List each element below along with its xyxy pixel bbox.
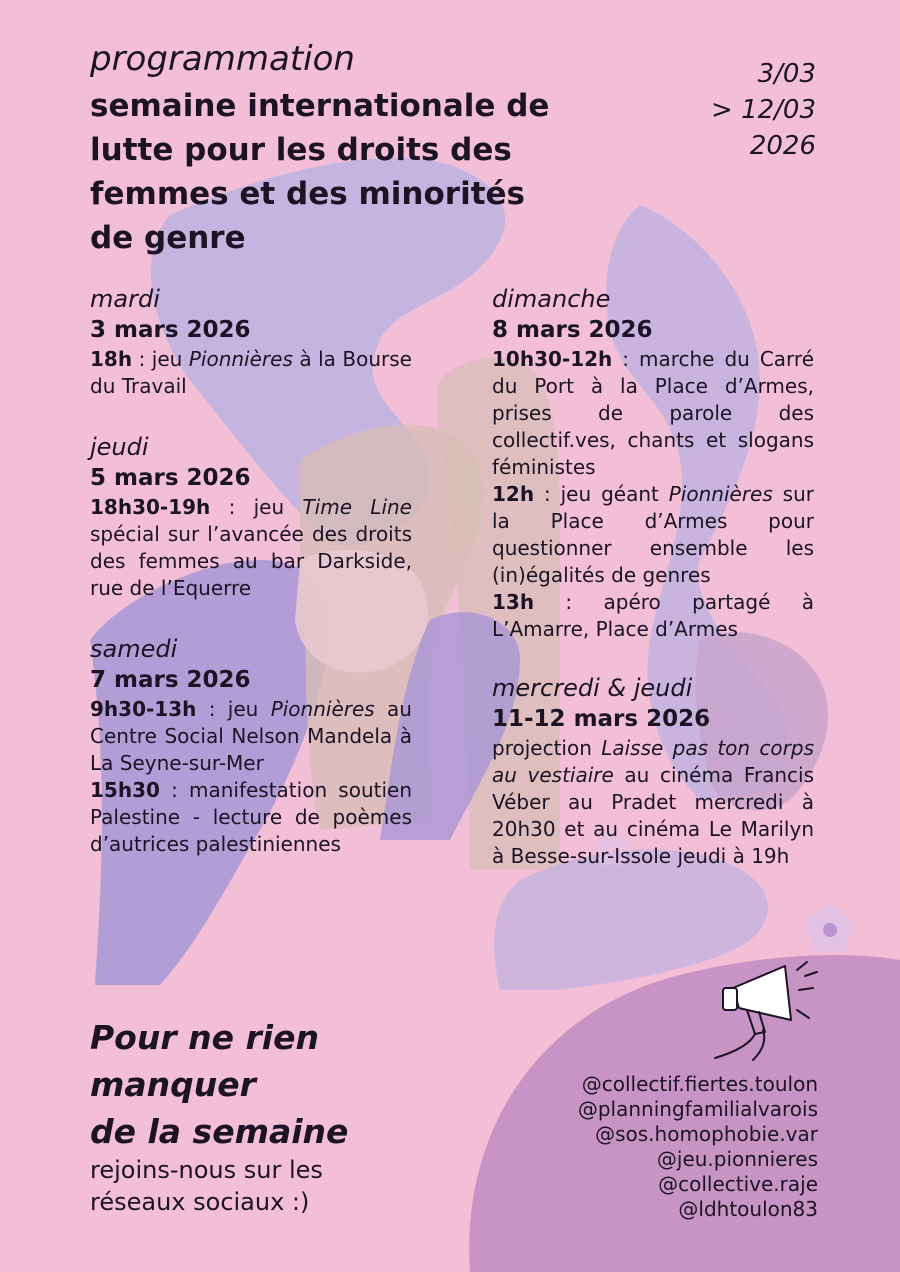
- day-name: jeudi: [90, 433, 149, 461]
- event-entry: [90, 346, 412, 400]
- event-entry: [90, 696, 412, 777]
- event-game-title: Pionnières: [188, 347, 293, 371]
- event-game-title: Pionnières: [270, 697, 375, 721]
- day-tuesday: [90, 284, 412, 400]
- day-date: 11-12 mars 2026: [492, 706, 711, 732]
- day-date: 8 mars 2026: [492, 317, 653, 343]
- title-line: femmes et des minorités: [90, 176, 525, 212]
- event-game-title: Time Line: [302, 495, 412, 519]
- social-handle[interactable]: @sos.homophobie.var: [595, 1122, 818, 1146]
- social-handle[interactable]: @collectif.fiertes.toulon: [581, 1072, 818, 1096]
- date-range: [711, 56, 816, 164]
- event-entry: [492, 346, 814, 481]
- event-text: projection: [492, 736, 602, 760]
- day-name: dimanche: [492, 285, 611, 313]
- title-line: de genre: [90, 220, 246, 256]
- cta-sub-line: réseaux sociaux :): [90, 1188, 310, 1216]
- day-sunday: [492, 284, 814, 643]
- date-end: > 12/03: [711, 95, 816, 125]
- megaphone-icon: [695, 948, 825, 1068]
- cta-line: manquer: [90, 1065, 256, 1104]
- schedule-right-column: [492, 284, 814, 870]
- event-time: 18h30-19h: [90, 495, 211, 519]
- day-name: samedi: [90, 635, 178, 663]
- event-text: : jeu: [132, 347, 189, 371]
- cta-line: Pour ne rien: [90, 1018, 319, 1057]
- event-time: 13h: [492, 590, 535, 614]
- event-time: 12h: [492, 482, 535, 506]
- event-entry: [90, 494, 412, 602]
- social-handles: [578, 1072, 818, 1222]
- day-name: mardi: [90, 285, 160, 313]
- event-text: : apéro partagé à L’Amarre, Place d’Armes: [492, 590, 814, 641]
- day-date: 3 mars 2026: [90, 317, 251, 343]
- day-name: mercredi & jeudi: [492, 674, 693, 702]
- event-text: : jeu: [196, 697, 271, 721]
- event-text: : manifestation soutien Palestine - lecture de poèmes d’autrices palestiniennes: [90, 778, 412, 856]
- day-date: 5 mars 2026: [90, 465, 251, 491]
- event-time: 18h: [90, 347, 133, 371]
- date-start: 3/03: [757, 59, 816, 89]
- event-entry: [90, 777, 412, 858]
- event-entry: [492, 481, 814, 589]
- social-handle[interactable]: @jeu.pionnieres: [656, 1147, 818, 1171]
- flower-icon: [806, 905, 854, 953]
- social-handle[interactable]: @planningfamilialvarois: [577, 1097, 818, 1121]
- event-text: au Centre Social Nelson Mandela à La Seyne-sur-Mer: [90, 697, 412, 775]
- day-date: 7 mars 2026: [90, 667, 251, 693]
- cta-line: de la semaine: [90, 1112, 349, 1151]
- page-title: [90, 84, 630, 260]
- title-line: semaine internationale de: [90, 88, 550, 124]
- event-time: 10h30-12h: [492, 347, 613, 371]
- day-wednesday-thursday: [492, 673, 814, 870]
- event-text: : jeu géant: [534, 482, 669, 506]
- event-film-title: Laisse pas ton corps au vestiaire: [492, 736, 814, 787]
- day-saturday: [90, 634, 412, 858]
- event-text: spécial sur l’avancée des droits des femmes au bar Darkside, rue de l’Equerre: [90, 522, 412, 600]
- event-text: : marche du Carré du Port à la Place d’Armes, prises de parole des collectif.ves, chants et slogans féministes: [492, 347, 814, 479]
- social-handle[interactable]: @collective.raje: [658, 1172, 818, 1196]
- event-text: au cinéma Francis Véber au Pradet mercredi à 20h30 et au cinéma Le Marilyn à Besse-sur-Issole jeudi à 19h: [492, 763, 814, 868]
- event-time: 9h30-13h: [90, 697, 197, 721]
- cta-subtitle: [90, 1154, 410, 1218]
- cta-sub-line: rejoins-nous sur les: [90, 1156, 323, 1184]
- event-text: : jeu: [210, 495, 303, 519]
- day-thursday: [90, 432, 412, 602]
- event-text: à la Bourse du Travail: [90, 347, 412, 398]
- title-line: lutte pour les droits des: [90, 132, 512, 168]
- date-year: 2026: [749, 131, 816, 161]
- schedule-left-column: [90, 284, 412, 858]
- event-entry: [492, 589, 814, 643]
- event-game-title: Pionnières: [668, 482, 773, 506]
- header-subtitle: programmation: [90, 39, 355, 79]
- cta-title: [90, 1014, 450, 1155]
- event-text: sur la Place d’Armes pour questionner ensemble les (in)égalités de genres: [492, 482, 814, 587]
- event-entry: [492, 735, 814, 870]
- social-handle[interactable]: @ldhtoulon83: [678, 1197, 818, 1221]
- event-time: 15h30: [90, 778, 160, 802]
